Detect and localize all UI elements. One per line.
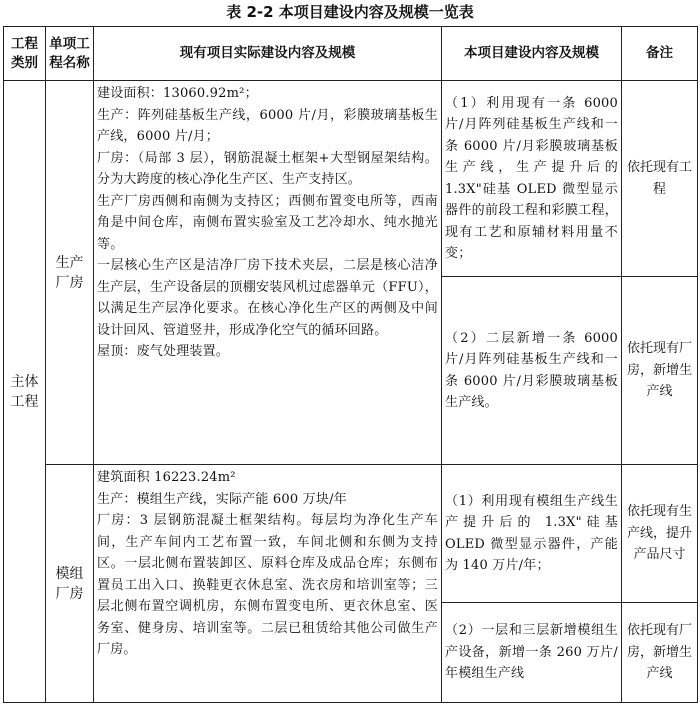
remarks-cell: 依托现有工程 (622, 81, 698, 277)
subproject-cell: 生产厂房 (46, 81, 94, 465)
header-subproject: 单项工程名称 (46, 27, 94, 81)
header-existing: 现有项目实际建设内容及规模 (94, 27, 442, 81)
existing-content-cell (94, 81, 442, 465)
existing-line: 建筑面积 16223.24m² (97, 470, 236, 485)
existing-line: 生产：模组生产线，实际产能 600 万块/年 (97, 491, 347, 507)
existing-line: 生产：阵列硅基板生产线，6000 片/月，彩膜玻璃基板生产线，6000 片/月； (97, 107, 438, 144)
existing-line: 一层核心生产区是洁净厂房下技术夹层，二层是核心洁净生产层，生产设备层的顶棚安装风机过虑器单元（FFU），以满足生产层净化要求。在核心净化生产区的两侧及中间设计回风、管道竖井，形成净化空气的循环回路。 (97, 258, 438, 338)
existing-line: 厂房：（局部 3 层），钢筋混凝土框架+大型钢屋架结构。分为大跨度的核心净化生产区、生产支持区。 (97, 150, 438, 187)
remarks-cell: 依托现有厂房，新增生产线 (622, 277, 698, 465)
existing-line: 建设面积：13060.92m²； (97, 86, 258, 101)
existing-line: 生产厂房西侧和南侧为支持区；西侧布置变电所等，西南角是中间仓库，南侧布置实验室及工艺冷却水、纯水抛光等。 (97, 193, 438, 252)
header-row (4, 27, 698, 81)
existing-line: 厂房：3 层钢筋混凝土框架结构。每层均为净化生产车间，生产车间内工艺布置一致，车间北侧和东侧为支持区。一层北侧布置装卸区、原料仓库及成品仓库；东侧布置员工出入口、换鞋更衣休息室、洗衣房和培训室等；三层北侧布置空调机房，东侧布置变电所、更衣休息室、医务室、健身房、培训室等。二层已租赁给其他公司做生产厂房。 (97, 513, 438, 657)
header-category: 工程类别 (4, 27, 46, 81)
header-remarks: 备注 (622, 27, 698, 81)
project-scale-cell: （1）利用现有一条 6000 片/月阵列硅基板生产线和一条 6000 片/月彩膜玻璃基板生产线，生产提升后的 1.3X"硅基 OLED 微型显示器件的前段工程和彩膜工程，现有工艺和原辅材料用量不变； (442, 81, 622, 277)
project-scale-cell: （1）利用现有模组生产线生产提升后的 1.3X"硅基 OLED 微型显示器件，产能为 140 万片/年； (442, 465, 622, 603)
existing-line: 屋顶：废气处理装置。 (97, 344, 230, 359)
table-row (4, 465, 698, 603)
table-row (4, 81, 698, 277)
existing-content-cell (94, 465, 442, 703)
header-project: 本项目建设内容及规模 (442, 27, 622, 81)
category-cell: 主体工程 (4, 81, 46, 703)
subproject-cell: 模组厂房 (46, 465, 94, 703)
remarks-cell: 依托现有厂房，新增生产线 (622, 603, 698, 703)
project-scale-cell: （2）一层和三层新增模组生产设备，新增一条 260 万片/年模组生产线 (442, 603, 622, 703)
construction-content-table (3, 26, 698, 703)
table-caption: 表 2-2 本项目建设内容及规模一览表 (226, 3, 474, 21)
project-scale-cell: （2）二层新增一条 6000 片/月阵列硅基板生产线和一条 6000 片/月彩膜玻璃基板生产线。 (442, 277, 622, 465)
remarks-cell: 依托现有生产线，提升产品尺寸 (622, 465, 698, 603)
